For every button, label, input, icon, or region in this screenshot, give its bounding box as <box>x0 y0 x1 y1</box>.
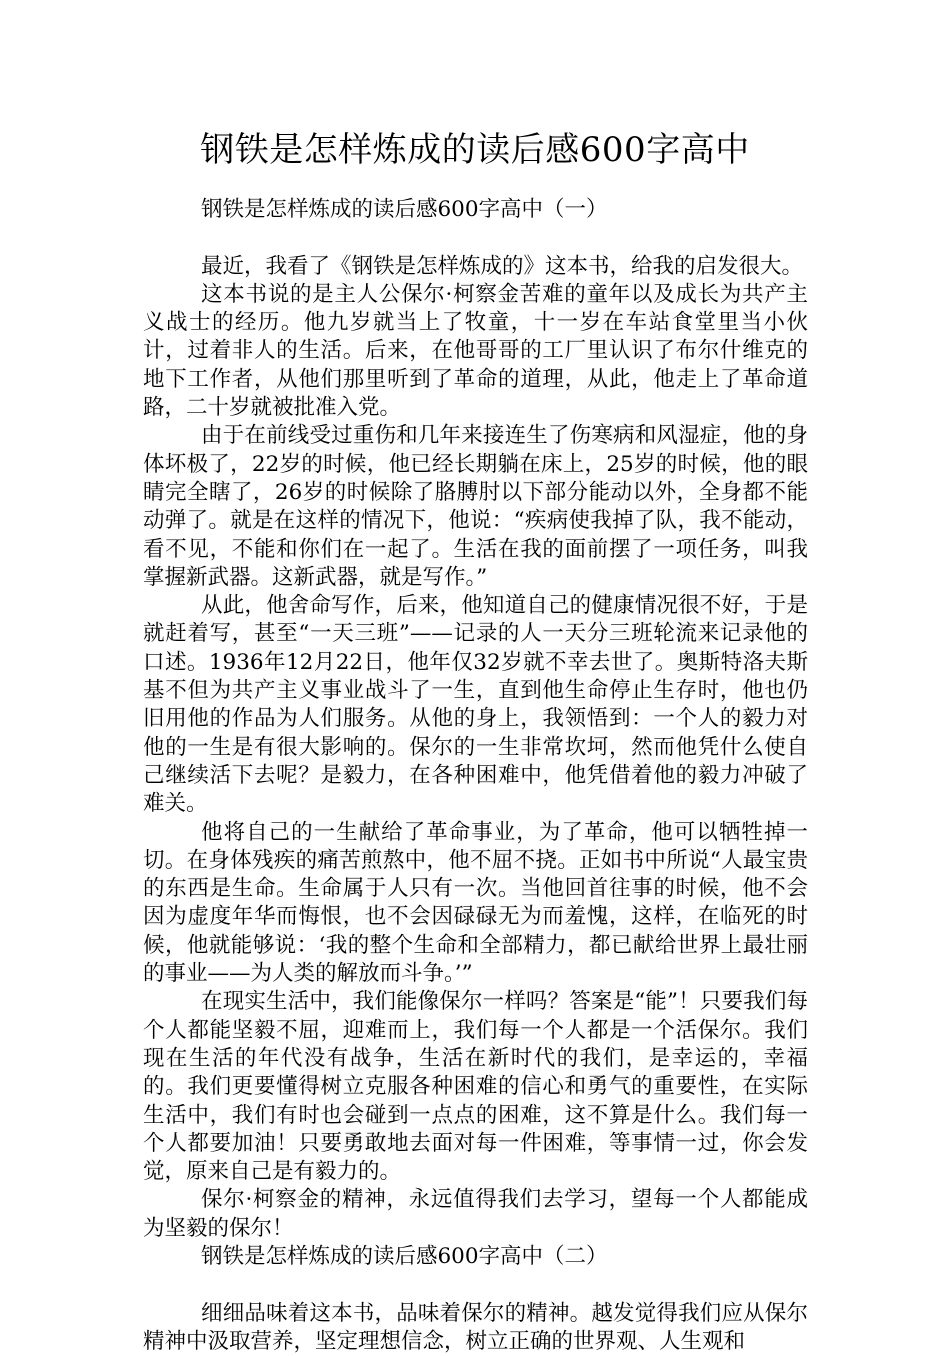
paragraph: 最近，我看了《钢铁是怎样炼成的》这本书，给我的启发很大。 <box>201 253 804 279</box>
paragraph: 由于在前线受过重伤和几年来接连生了伤寒病和风湿症，他的身体坏极了，22岁的时候，他已经长期躺在床上，25岁的时候，他的眼睛完全瞎了，26岁的时候除了胳膊肘以下部分能动以外，全身都不能动弹了。就是在这样的情况下，他说：“疾病使我掉了队，我不能动，看不见，不能和你们在一起了。生活在我的面前摆了一项任务，叫我掌握新武器。这新武器，就是写作。” <box>143 423 808 590</box>
document-body <box>143 196 808 1356</box>
paragraph: 这本书说的是主人公保尔·柯察金苦难的童年以及成长为共产主义战士的经历。他九岁就当上了牧童，十一岁在车站食堂里当小伙计，过着非人的生活。后来，在他哥哥的工厂里认识了布尔什维克的地下工作者，从他们那里听到了革命的道理，从此，他走上了革命道路，二十岁就被批准入党。 <box>143 281 808 421</box>
paragraph: 在现实生活中，我们能像保尔一样吗？答案是“能”！只要我们每个人都能坚毅不屈，迎难而上，我们每一个人都是一个活保尔。我们现在生活的年代没有战争，生活在新时代的我们，是幸运的，幸福的。我们更要懂得树立克服各种困难的信心和勇气的重要性，在实际生活中，我们有时也会碰到一点点的困难，这不算是什么。我们每一个人都要加油！只要勇敢地去面对每一件困难，等事情一过，你会发觉，原来自己是有毅力的。 <box>143 989 808 1185</box>
section-heading-1: 钢铁是怎样炼成的读后感600字高中（一） <box>201 197 608 222</box>
document-title: 钢铁是怎样炼成的读后感600字高中 <box>200 130 750 170</box>
paragraph: 从此，他舍命写作，后来，他知道自己的健康情况很不好，于是就赶着写，甚至“一天三班”——记录的人一天分三班轮流来记录他的口述。1936年12月22日，他年仅32岁就不幸去世了。奥斯特洛夫斯基不但为共产主义事业战斗了一生，直到他生命停止生存时，他也仍旧用他的作品为人们服务。从他的身上，我领悟到：一个人的毅力对他的一生是有很大影响的。保尔的一生非常坎坷，然而他凭什么使自己继续活下去呢？是毅力，在各种困难中，他凭借着他的毅力冲破了难关。 <box>143 593 808 817</box>
section-heading-2: 钢铁是怎样炼成的读后感600字高中（二） <box>201 1243 608 1269</box>
paragraph: 细细品味着这本书，品味着保尔的精神。越发觉得我们应从保尔精神中汲取营养，坚定理想信念，树立正确的世界观、人生观和 <box>143 1300 808 1354</box>
paragraph: 他将自己的一生献给了革命事业，为了革命，他可以牺牲掉一切。在身体残疾的痛苦煎熬中，他不屈不挠。正如书中所说“人最宝贵的东西是生命。生命属于人只有一次。当他回首往事的时候，他不会因为虚度年华而悔恨，也不会因碌碌无为而羞愧，这样，在临死的时候，他就能够说：‘我的整个生命和全部精力，都已献给世界上最壮丽的事业——为人类的解放而斗争。’” <box>143 819 808 987</box>
paragraph: 保尔·柯察金的精神，永远值得我们去学习，望每一个人都能成为坚毅的保尔！ <box>143 1187 808 1241</box>
